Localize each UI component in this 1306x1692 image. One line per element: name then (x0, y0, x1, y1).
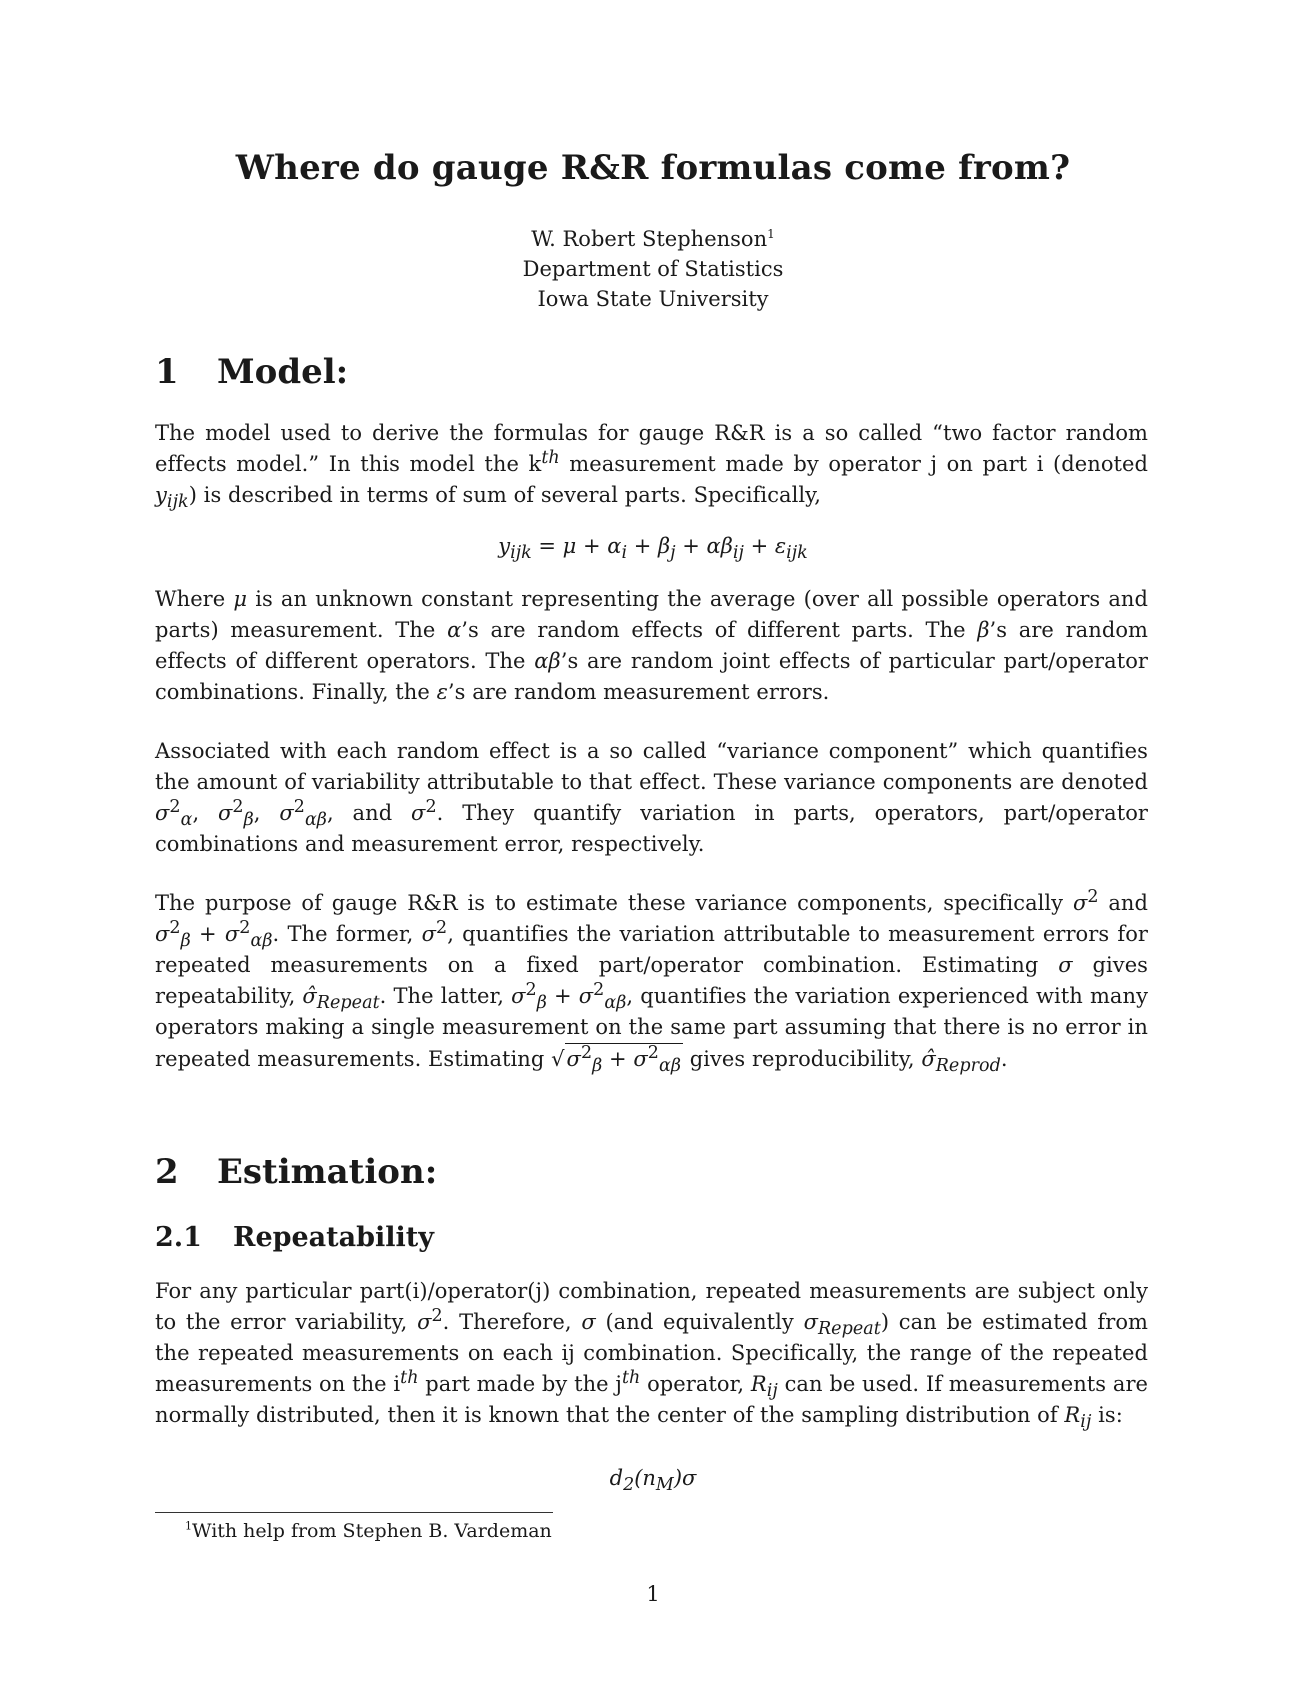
author-department: Department of Statistics (522, 257, 784, 281)
footnote-text: With help from Stephen B. Vardeman (192, 1520, 552, 1542)
subsection-2-1-heading (155, 1222, 434, 1253)
model-equation: $y_{ijk} = \mu + \alpha_i + \beta_j + \alpha\beta_{ij} + \varepsilon_{ijk}$ (498, 534, 808, 564)
section-1-paragraph-1: The model used to derive the formulas for gauge R&R is a so called “two factor random effects model.” In this model the $k^{th}$ measurement made by operator j on part i (denoted $y_{ijk}$) is described in terms of sum of several parts. Specifically, (155, 421, 1148, 513)
section-1-paragraph-2: Where μ is an unknown constant representing the average (over all possible operators and parts) measurement. The α’s are random effects of different parts. The β’s are random effects of different operators. The αβ’s are random joint effects of particular part/operator combinations. Finally, the ε’s are random measurement errors. (155, 587, 1148, 704)
footnote-rule (155, 1512, 553, 1513)
footnote-mark: 1 (185, 1519, 192, 1533)
section-number: 2 (155, 1152, 179, 1192)
subsection-number: 2.1 (155, 1222, 202, 1253)
subsection-title: Repeatability (233, 1222, 434, 1253)
author-footnote-mark: 1 (767, 227, 775, 241)
section-1-paragraph-3: Associated with each random effect is a so called “variance component” which quantifies the amount of variability attributable to that effect. These variance components are denoted $\sigma^2_\alpha$, $\sigma^2_\beta$, $\sigma^2_{\alpha\beta}$, and $\sigma^2$. They quantify variation in parts, operators, part/operator combinations and measurement error, respectively. (155, 739, 1148, 856)
section-number: 1 (155, 352, 179, 392)
section-1-heading (155, 352, 348, 392)
page-number: 1 (646, 1582, 660, 1606)
range-center-equation: $d_2(n_M)\sigma$ (609, 1466, 697, 1496)
section-1-paragraph-4: The purpose of gauge R&R is to estimate these variance components, specifically $\sigma^2$ and $\sigma^2_\beta + \sigma^2_{\alpha\beta}$. The former, $\sigma^2$, quantifies the variation attributable to measurement errors for repeated measurements on a fixed part/operator combination. Estimating σ gives repeatability, $\sigmâ_{Repeat}$. The latter, $\sigma^2_\beta + \sigma^2_{\alpha\beta}$, quantifies the variation experienced with many operators making a single measurement on the same part assuming that there is no error in repeated measurements. Estimating $√\sigma^2_\beta + \sigma^2_{\alpha\beta}$ gives reproducibility, $\sigmâ_{Reprod}$. (155, 887, 1149, 1077)
section-title: Model: (217, 352, 349, 392)
section-title: Estimation: (217, 1152, 438, 1192)
paper-title: Where do gauge R&R formulas come from? (235, 148, 1071, 188)
author-block (0, 224, 1306, 314)
author-name: W. Robert Stephenson (531, 227, 768, 251)
author-line (0, 224, 1306, 254)
section-2-heading (155, 1152, 437, 1192)
footnote (185, 1520, 552, 1542)
author-university: Iowa State University (537, 287, 769, 311)
section-2-paragraph-1: For any particular part(i)/operator(j) combination, repeated measurements are subject only to the error variability, $\sigma^2$. Therefore, σ (and equivalently $\sigma_{Repeat}$) can be estimated from the repeated measurements on each ij combination. Specifically, the range of the repeated measurements on the $i^{th}$ part made by the $j^{th}$ operator, $R_{ij}$ can be used. If measurements are normally distributed, then it is known that the center of the sampling distribution of $R_{ij}$ is: (155, 1279, 1149, 1433)
